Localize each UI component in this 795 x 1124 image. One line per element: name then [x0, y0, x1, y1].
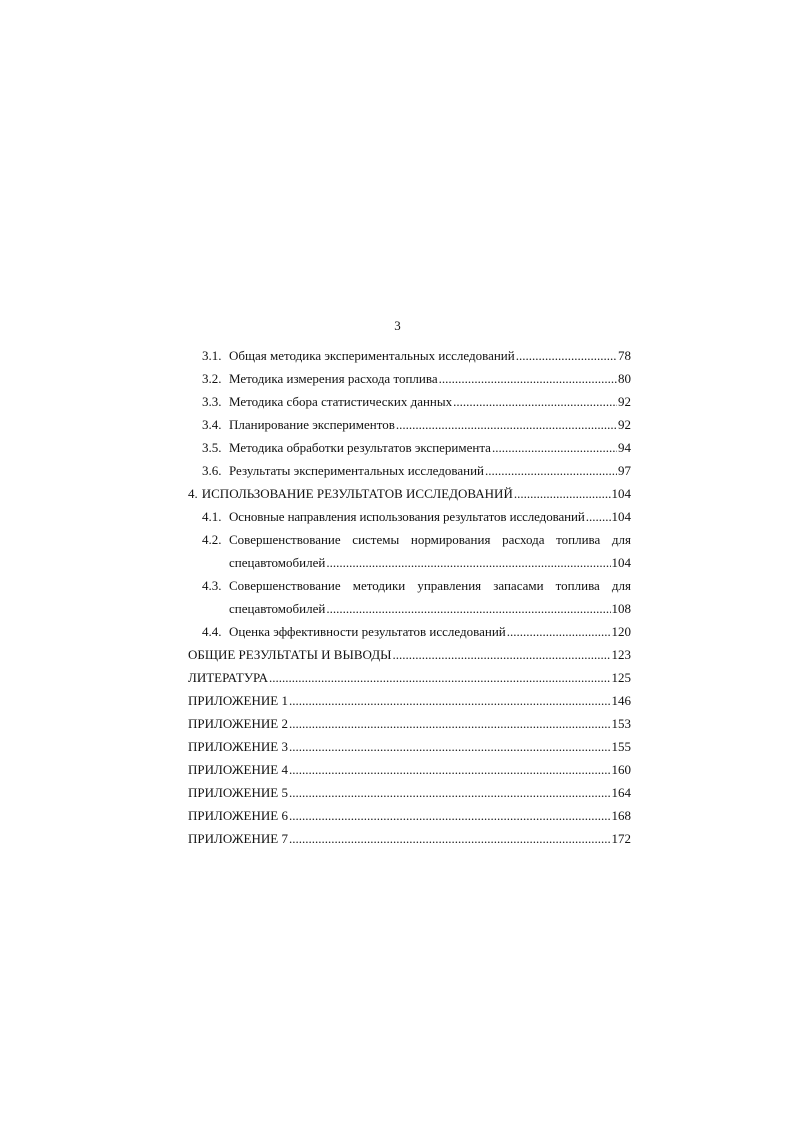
toc-entry-title: Методика сбора статистических данных [229, 394, 453, 409]
toc-entry-number: 3.1. [202, 348, 222, 363]
toc-entry-title: ИСПОЛЬЗОВАНИЕ РЕЗУЛЬТАТОВ ИССЛЕДОВАНИЙ [201, 486, 513, 501]
toc-entry-number: 4.2. [202, 532, 222, 547]
toc-entry-4-3[interactable] [188, 574, 631, 620]
toc-entry-page: 104 [611, 486, 631, 501]
toc-entry-appendix-1[interactable] [188, 689, 631, 712]
toc-entry-title: ПРИЛОЖЕНИЕ 6 [188, 808, 288, 823]
toc-leader-dots [516, 344, 617, 367]
toc-entry-title-line2: спецавтомобилей [229, 555, 326, 570]
toc-entry-3-3[interactable] [188, 390, 631, 413]
toc-leader-dots [289, 827, 611, 850]
toc-entry-appendix-2[interactable] [188, 712, 631, 735]
toc-leader-dots [514, 482, 611, 505]
toc-entry-page: 146 [611, 693, 631, 708]
toc-entry-title: ЛИТЕРАТУРА [188, 670, 268, 685]
toc-entry-page: 123 [611, 647, 631, 662]
toc-entry-title: ОБЩИЕ РЕЗУЛЬТАТЫ И ВЫВОДЫ [188, 647, 392, 662]
table-of-contents [188, 344, 631, 850]
toc-leader-dots [392, 643, 610, 666]
toc-leader-dots [326, 597, 610, 620]
toc-entry-page: 80 [618, 371, 631, 386]
toc-entry-page: 78 [618, 348, 631, 363]
toc-entry-literature[interactable] [188, 666, 631, 689]
toc-entry-title: Результаты экспериментальных исследований [229, 463, 485, 478]
page-number: 3 [394, 318, 401, 333]
toc-entry-title: Планирование экспериментов [229, 417, 395, 432]
toc-entry-title: Оценка эффективности результатов исследований [229, 624, 506, 639]
toc-entry-page: 94 [618, 440, 631, 455]
toc-entry-appendix-4[interactable] [188, 758, 631, 781]
toc-entry-number: 4.1. [202, 509, 222, 524]
toc-leader-dots [289, 712, 611, 735]
toc-entry-number: 3.4. [202, 417, 222, 432]
toc-entry-number: 4. [188, 486, 198, 501]
toc-entry-page: 160 [611, 762, 631, 777]
toc-entry-page: 97 [618, 463, 631, 478]
toc-entry-3-1[interactable] [188, 344, 631, 367]
toc-entry-page: 120 [611, 624, 631, 639]
toc-entry-title-line1: Совершенствование системы нормирования расхода топлива для [229, 532, 631, 547]
toc-entry-3-6[interactable] [188, 459, 631, 482]
toc-entry-title: ПРИЛОЖЕНИЕ 5 [188, 785, 288, 800]
toc-entry-title: Основные направления использования результатов исследований [229, 509, 585, 524]
toc-leader-dots [507, 620, 611, 643]
toc-entry-number: 4.4. [202, 624, 222, 639]
toc-leader-dots [326, 551, 610, 574]
toc-entry-page: 172 [611, 831, 631, 846]
toc-entry-number: 4.3. [202, 578, 222, 593]
toc-entry-4-1[interactable] [188, 505, 631, 528]
toc-entry-page: 153 [611, 716, 631, 731]
toc-leader-dots [586, 505, 611, 528]
toc-entry-number: 3.5. [202, 440, 222, 455]
toc-entry-appendix-7[interactable] [188, 827, 631, 850]
toc-entry-3-5[interactable] [188, 436, 631, 459]
toc-entry-page: 155 [611, 739, 631, 754]
toc-entry-4[interactable] [188, 482, 631, 505]
toc-leader-dots [453, 390, 617, 413]
toc-entry-appendix-5[interactable] [188, 781, 631, 804]
toc-entry-title: ПРИЛОЖЕНИЕ 2 [188, 716, 288, 731]
toc-leader-dots [396, 413, 617, 436]
toc-entry-title: ПРИЛОЖЕНИЕ 1 [188, 693, 288, 708]
toc-entry-title: Методика измерения расхода топлива [229, 371, 438, 386]
toc-entry-3-2[interactable] [188, 367, 631, 390]
toc-leader-dots [289, 804, 611, 827]
toc-entry-4-2[interactable] [188, 528, 631, 574]
toc-leader-dots [289, 689, 611, 712]
toc-entry-title: ПРИЛОЖЕНИЕ 4 [188, 762, 288, 777]
toc-entry-title: ПРИЛОЖЕНИЕ 7 [188, 831, 288, 846]
toc-leader-dots [269, 666, 611, 689]
toc-leader-dots [289, 781, 611, 804]
toc-entry-appendix-6[interactable] [188, 804, 631, 827]
toc-leader-dots [289, 758, 611, 781]
toc-entry-number: 3.2. [202, 371, 222, 386]
toc-entry-page: 92 [618, 417, 631, 432]
toc-entry-title: Общая методика экспериментальных исследований [229, 348, 515, 363]
toc-entry-conclusions[interactable] [188, 643, 631, 666]
toc-entry-page: 168 [611, 808, 631, 823]
toc-leader-dots [289, 735, 611, 758]
toc-entry-3-4[interactable] [188, 413, 631, 436]
toc-entry-page: 164 [611, 785, 631, 800]
toc-entry-title: Методика обработки результатов эксперимента [229, 440, 491, 455]
toc-leader-dots [439, 367, 617, 390]
toc-entry-number: 3.3. [202, 394, 222, 409]
toc-entry-title-line1: Совершенствование методики управления запасами топлива для [229, 578, 631, 593]
toc-entry-appendix-3[interactable] [188, 735, 631, 758]
toc-leader-dots [492, 436, 617, 459]
toc-entry-number: 3.6. [202, 463, 222, 478]
toc-entry-4-4[interactable] [188, 620, 631, 643]
toc-entry-page: 104 [611, 509, 631, 524]
toc-entry-page: 125 [611, 670, 631, 685]
toc-entry-page: 104 [611, 555, 631, 570]
toc-entry-page: 92 [618, 394, 631, 409]
toc-entry-page: 108 [611, 601, 631, 616]
toc-leader-dots [485, 459, 617, 482]
toc-entry-title-line2: спецавтомобилей [229, 601, 326, 616]
toc-entry-title: ПРИЛОЖЕНИЕ 3 [188, 739, 288, 754]
